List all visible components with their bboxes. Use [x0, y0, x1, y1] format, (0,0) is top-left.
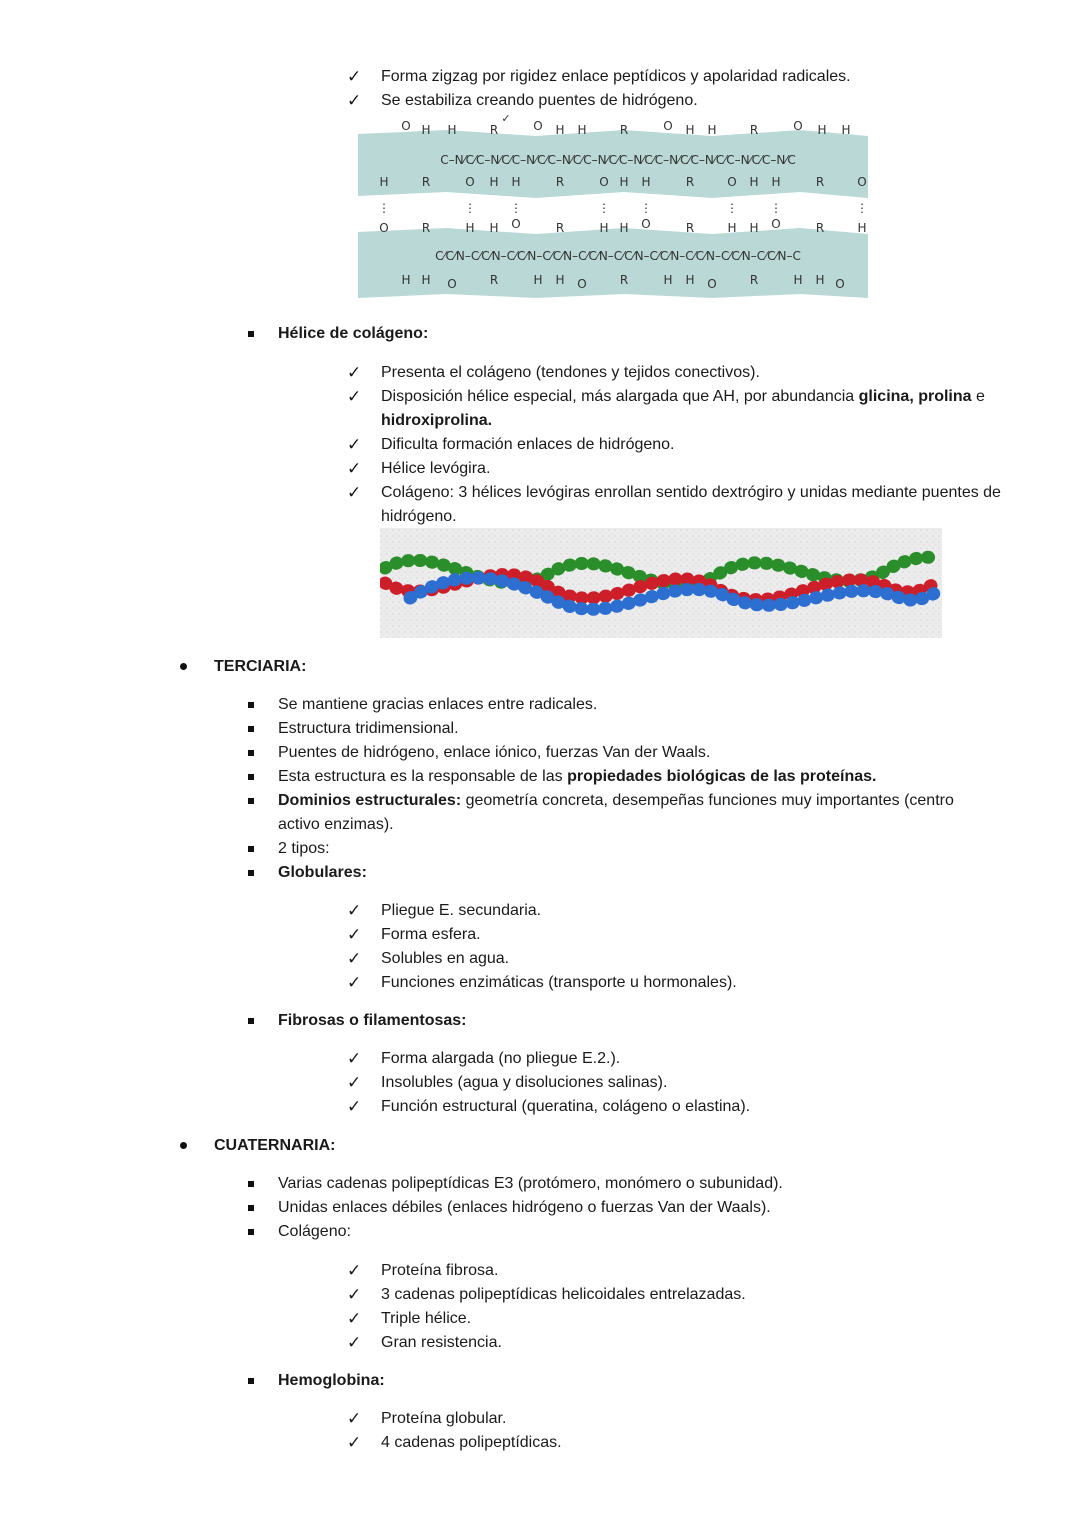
- svg-text:H: H: [707, 123, 717, 137]
- square-bullet-icon: [248, 774, 254, 780]
- colageno-item-3: Triple hélice.: [381, 1310, 472, 1327]
- colageno-item-1: Proteína fibrosa.: [381, 1262, 499, 1279]
- terciaria-heading: TERCIARIA:: [214, 658, 307, 675]
- svg-text:R: R: [421, 175, 431, 189]
- svg-text:H: H: [489, 175, 499, 189]
- collagen-bullet-2: Disposición hélice especial, más alargada que AH, por abundancia glicina, prolina e: [381, 388, 985, 405]
- check-icon: ✓: [347, 91, 362, 110]
- svg-text:H: H: [793, 273, 803, 287]
- svg-text:H: H: [489, 221, 499, 235]
- svg-text:H: H: [465, 221, 475, 235]
- svg-text:R: R: [555, 221, 565, 235]
- svg-text:⋮: ⋮: [640, 201, 652, 215]
- globulares-item-3: Solubles en agua.: [381, 950, 510, 967]
- svg-text:H: H: [749, 175, 759, 189]
- check-icon: ✓: [347, 435, 362, 454]
- svg-text:⋮: ⋮: [726, 201, 738, 215]
- svg-text:R: R: [685, 221, 695, 235]
- svg-text:O: O: [727, 175, 737, 189]
- collagen-bullet-4: Hélice levógira.: [381, 460, 491, 477]
- square-bullet-icon: [248, 798, 254, 804]
- svg-text:O: O: [447, 277, 457, 291]
- svg-text:H: H: [749, 221, 759, 235]
- check-icon: ✓: [347, 1285, 362, 1304]
- check-icon: ✓: [347, 1261, 362, 1280]
- hemoglobina-item-1: Proteína globular.: [381, 1410, 507, 1427]
- svg-text:H: H: [379, 175, 389, 189]
- svg-text:O: O: [511, 217, 521, 231]
- svg-text:O: O: [771, 217, 781, 231]
- svg-text:✓: ✓: [501, 112, 511, 125]
- svg-text:H: H: [533, 273, 543, 287]
- collagen-bullet-3: Dificulta formación enlaces de hidrógeno.: [381, 436, 675, 453]
- terciaria-item-4: Esta estructura es la responsable de las propiedades biológicas de las proteínas.: [278, 768, 877, 785]
- check-icon: ✓: [347, 67, 362, 86]
- check-icon: ✓: [347, 925, 362, 944]
- svg-text:C⁄C⁄N–C⁄C⁄N–C⁄C⁄N–C⁄C⁄N–C⁄C⁄N–: C⁄C⁄N–C⁄C⁄N–C⁄C⁄N–C⁄C⁄N–C⁄C⁄N–C⁄C⁄N–C⁄C⁄N–C⁄C⁄N–C⁄C⁄N–C⁄C⁄N–C: [435, 249, 801, 263]
- terciaria-item-1: Se mantiene gracias enlaces entre radicales.: [278, 696, 598, 713]
- svg-text:O: O: [835, 277, 845, 291]
- collagen-bullet-2-cont: hidroxiprolina.: [381, 412, 493, 429]
- globulares-item-4: Funciones enzimáticas (transporte u hormonales).: [381, 974, 737, 991]
- square-bullet-icon: [248, 702, 254, 708]
- svg-text:R: R: [749, 123, 759, 137]
- hemoglobina-heading: Hemoglobina:: [278, 1372, 385, 1389]
- svg-text:R: R: [489, 123, 499, 137]
- svg-text:H: H: [619, 175, 629, 189]
- square-bullet-icon: [248, 1229, 254, 1235]
- svg-text:O: O: [465, 175, 475, 189]
- svg-text:H: H: [577, 123, 587, 137]
- svg-text:H: H: [511, 175, 521, 189]
- square-bullet-icon: [248, 1378, 254, 1384]
- svg-text:H: H: [599, 221, 609, 235]
- square-bullet-icon: [248, 846, 254, 852]
- check-icon: ✓: [347, 483, 362, 502]
- svg-text:H: H: [447, 123, 457, 137]
- svg-text:O: O: [707, 277, 717, 291]
- svg-text:H: H: [685, 123, 695, 137]
- check-icon: ✓: [347, 901, 362, 920]
- fibrosas-item-2: Insolubles (agua y disoluciones salinas).: [381, 1074, 668, 1091]
- globulares-item-1: Pliegue E. secundaria.: [381, 902, 542, 919]
- svg-text:H: H: [401, 273, 411, 287]
- beta-bullet-2: Se estabiliza creando puentes de hidrógeno.: [381, 92, 698, 109]
- collagen-helix-heading: Hélice de colágeno:: [278, 325, 429, 342]
- svg-text:H: H: [817, 123, 827, 137]
- svg-text:H: H: [421, 273, 431, 287]
- terciaria-item-5: Dominios estructurales: geometría concreta, desempeñas funciones muy importantes (centro activo enzimas).: [278, 792, 954, 833]
- globulares-heading: Globulares:: [278, 864, 367, 881]
- check-icon: ✓: [347, 459, 362, 478]
- svg-text:H: H: [727, 221, 737, 235]
- svg-text:O: O: [401, 119, 411, 133]
- svg-text:R: R: [489, 273, 499, 287]
- colageno-item-2: 3 cadenas polipeptídicas helicoidales entrelazadas.: [381, 1286, 746, 1303]
- svg-text:O: O: [533, 119, 543, 133]
- svg-text:C–N⁄C⁄C–N⁄C⁄C–N⁄C⁄C–N⁄C⁄C–N⁄C⁄: C–N⁄C⁄C–N⁄C⁄C–N⁄C⁄C–N⁄C⁄C–N⁄C⁄C–N⁄C⁄C–N⁄C⁄C–N⁄C⁄C–N⁄C⁄C–N⁄C: [440, 153, 796, 167]
- cuaternaria-item-3: Colágeno:: [278, 1223, 351, 1240]
- square-bullet-icon: [248, 870, 254, 876]
- collagen-bullet-5: Colágeno: 3 hélices levógiras enrollan sentido dextrógiro y unidas mediante puentes de hidrógeno.: [381, 484, 1001, 525]
- fibrosas-item-1: Forma alargada (no pliegue E.2.).: [381, 1050, 621, 1067]
- svg-text:O: O: [857, 175, 867, 189]
- svg-text:H: H: [421, 123, 431, 137]
- fibrosas-item-3: Función estructural (queratina, colágeno o elastina).: [381, 1098, 751, 1115]
- check-icon: ✓: [347, 1073, 362, 1092]
- svg-text:R: R: [685, 175, 695, 189]
- beta-sheet-figure: [356, 112, 896, 302]
- terciaria-item-3: Puentes de hidrógeno, enlace iónico, fuerzas Van der Waals.: [278, 744, 711, 761]
- svg-text:⋮: ⋮: [856, 201, 868, 215]
- square-bullet-icon: [248, 750, 254, 756]
- check-icon: ✓: [347, 1309, 362, 1328]
- svg-text:H: H: [841, 123, 851, 137]
- svg-text:R: R: [815, 221, 825, 235]
- square-bullet-icon: [248, 1018, 254, 1024]
- terciaria-item-2: Estructura tridimensional.: [278, 720, 459, 737]
- svg-text:R: R: [555, 175, 565, 189]
- svg-text:⋮: ⋮: [464, 201, 476, 215]
- svg-text:H: H: [685, 273, 695, 287]
- svg-text:O: O: [663, 119, 673, 133]
- square-bullet-icon: [248, 1205, 254, 1211]
- svg-text:R: R: [749, 273, 759, 287]
- svg-text:O: O: [599, 175, 609, 189]
- square-bullet-icon: [248, 331, 254, 337]
- svg-text:H: H: [815, 273, 825, 287]
- hemoglobina-item-2: 4 cadenas polipeptídicas.: [381, 1434, 562, 1451]
- svg-text:⋮: ⋮: [770, 201, 782, 215]
- svg-text:⋮: ⋮: [510, 201, 522, 215]
- svg-text:O: O: [793, 119, 803, 133]
- svg-text:H: H: [619, 221, 629, 235]
- check-icon: ✓: [347, 1049, 362, 1068]
- cuaternaria-item-1: Varias cadenas polipeptídicas E3 (protómero, monómero o subunidad).: [278, 1175, 783, 1192]
- check-icon: ✓: [347, 363, 362, 382]
- svg-text:R: R: [815, 175, 825, 189]
- svg-text:H: H: [663, 273, 673, 287]
- cuaternaria-item-2: Unidas enlaces débiles (enlaces hidrógeno o fuerzas Van der Waals).: [278, 1199, 771, 1216]
- square-bullet-icon: [248, 1181, 254, 1187]
- cuaternaria-heading: CUATERNARIA:: [214, 1137, 336, 1154]
- collagen-helix-figure: [380, 528, 942, 638]
- check-icon: ✓: [347, 1433, 362, 1452]
- check-icon: ✓: [347, 1333, 362, 1352]
- fibrosas-heading: Fibrosas o filamentosas:: [278, 1012, 467, 1029]
- svg-text:⋮: ⋮: [378, 201, 390, 215]
- svg-text:H: H: [555, 273, 565, 287]
- svg-text:H: H: [857, 221, 867, 235]
- svg-text:O: O: [379, 221, 389, 235]
- svg-text:H: H: [771, 175, 781, 189]
- beta-bullet-1: Forma zigzag por rigidez enlace peptídicos y apolaridad radicales.: [381, 68, 851, 85]
- svg-text:O: O: [641, 217, 651, 231]
- svg-text:R: R: [421, 221, 431, 235]
- check-icon: ✓: [347, 1097, 362, 1116]
- check-icon: ✓: [347, 973, 362, 992]
- globulares-item-2: Forma esfera.: [381, 926, 481, 943]
- round-bullet-icon: [180, 663, 187, 670]
- check-icon: ✓: [347, 387, 362, 406]
- terciaria-item-6: 2 tipos:: [278, 840, 330, 857]
- square-bullet-icon: [248, 726, 254, 732]
- svg-text:R: R: [619, 273, 629, 287]
- round-bullet-icon: [180, 1142, 187, 1149]
- svg-text:⋮: ⋮: [598, 201, 610, 215]
- svg-text:O: O: [577, 277, 587, 291]
- check-icon: ✓: [347, 949, 362, 968]
- svg-text:H: H: [555, 123, 565, 137]
- collagen-bullet-1: Presenta el colágeno (tendones y tejidos conectivos).: [381, 364, 760, 381]
- svg-text:H: H: [641, 175, 651, 189]
- colageno-item-4: Gran resistencia.: [381, 1334, 502, 1351]
- svg-text:R: R: [619, 123, 629, 137]
- check-icon: ✓: [347, 1409, 362, 1428]
